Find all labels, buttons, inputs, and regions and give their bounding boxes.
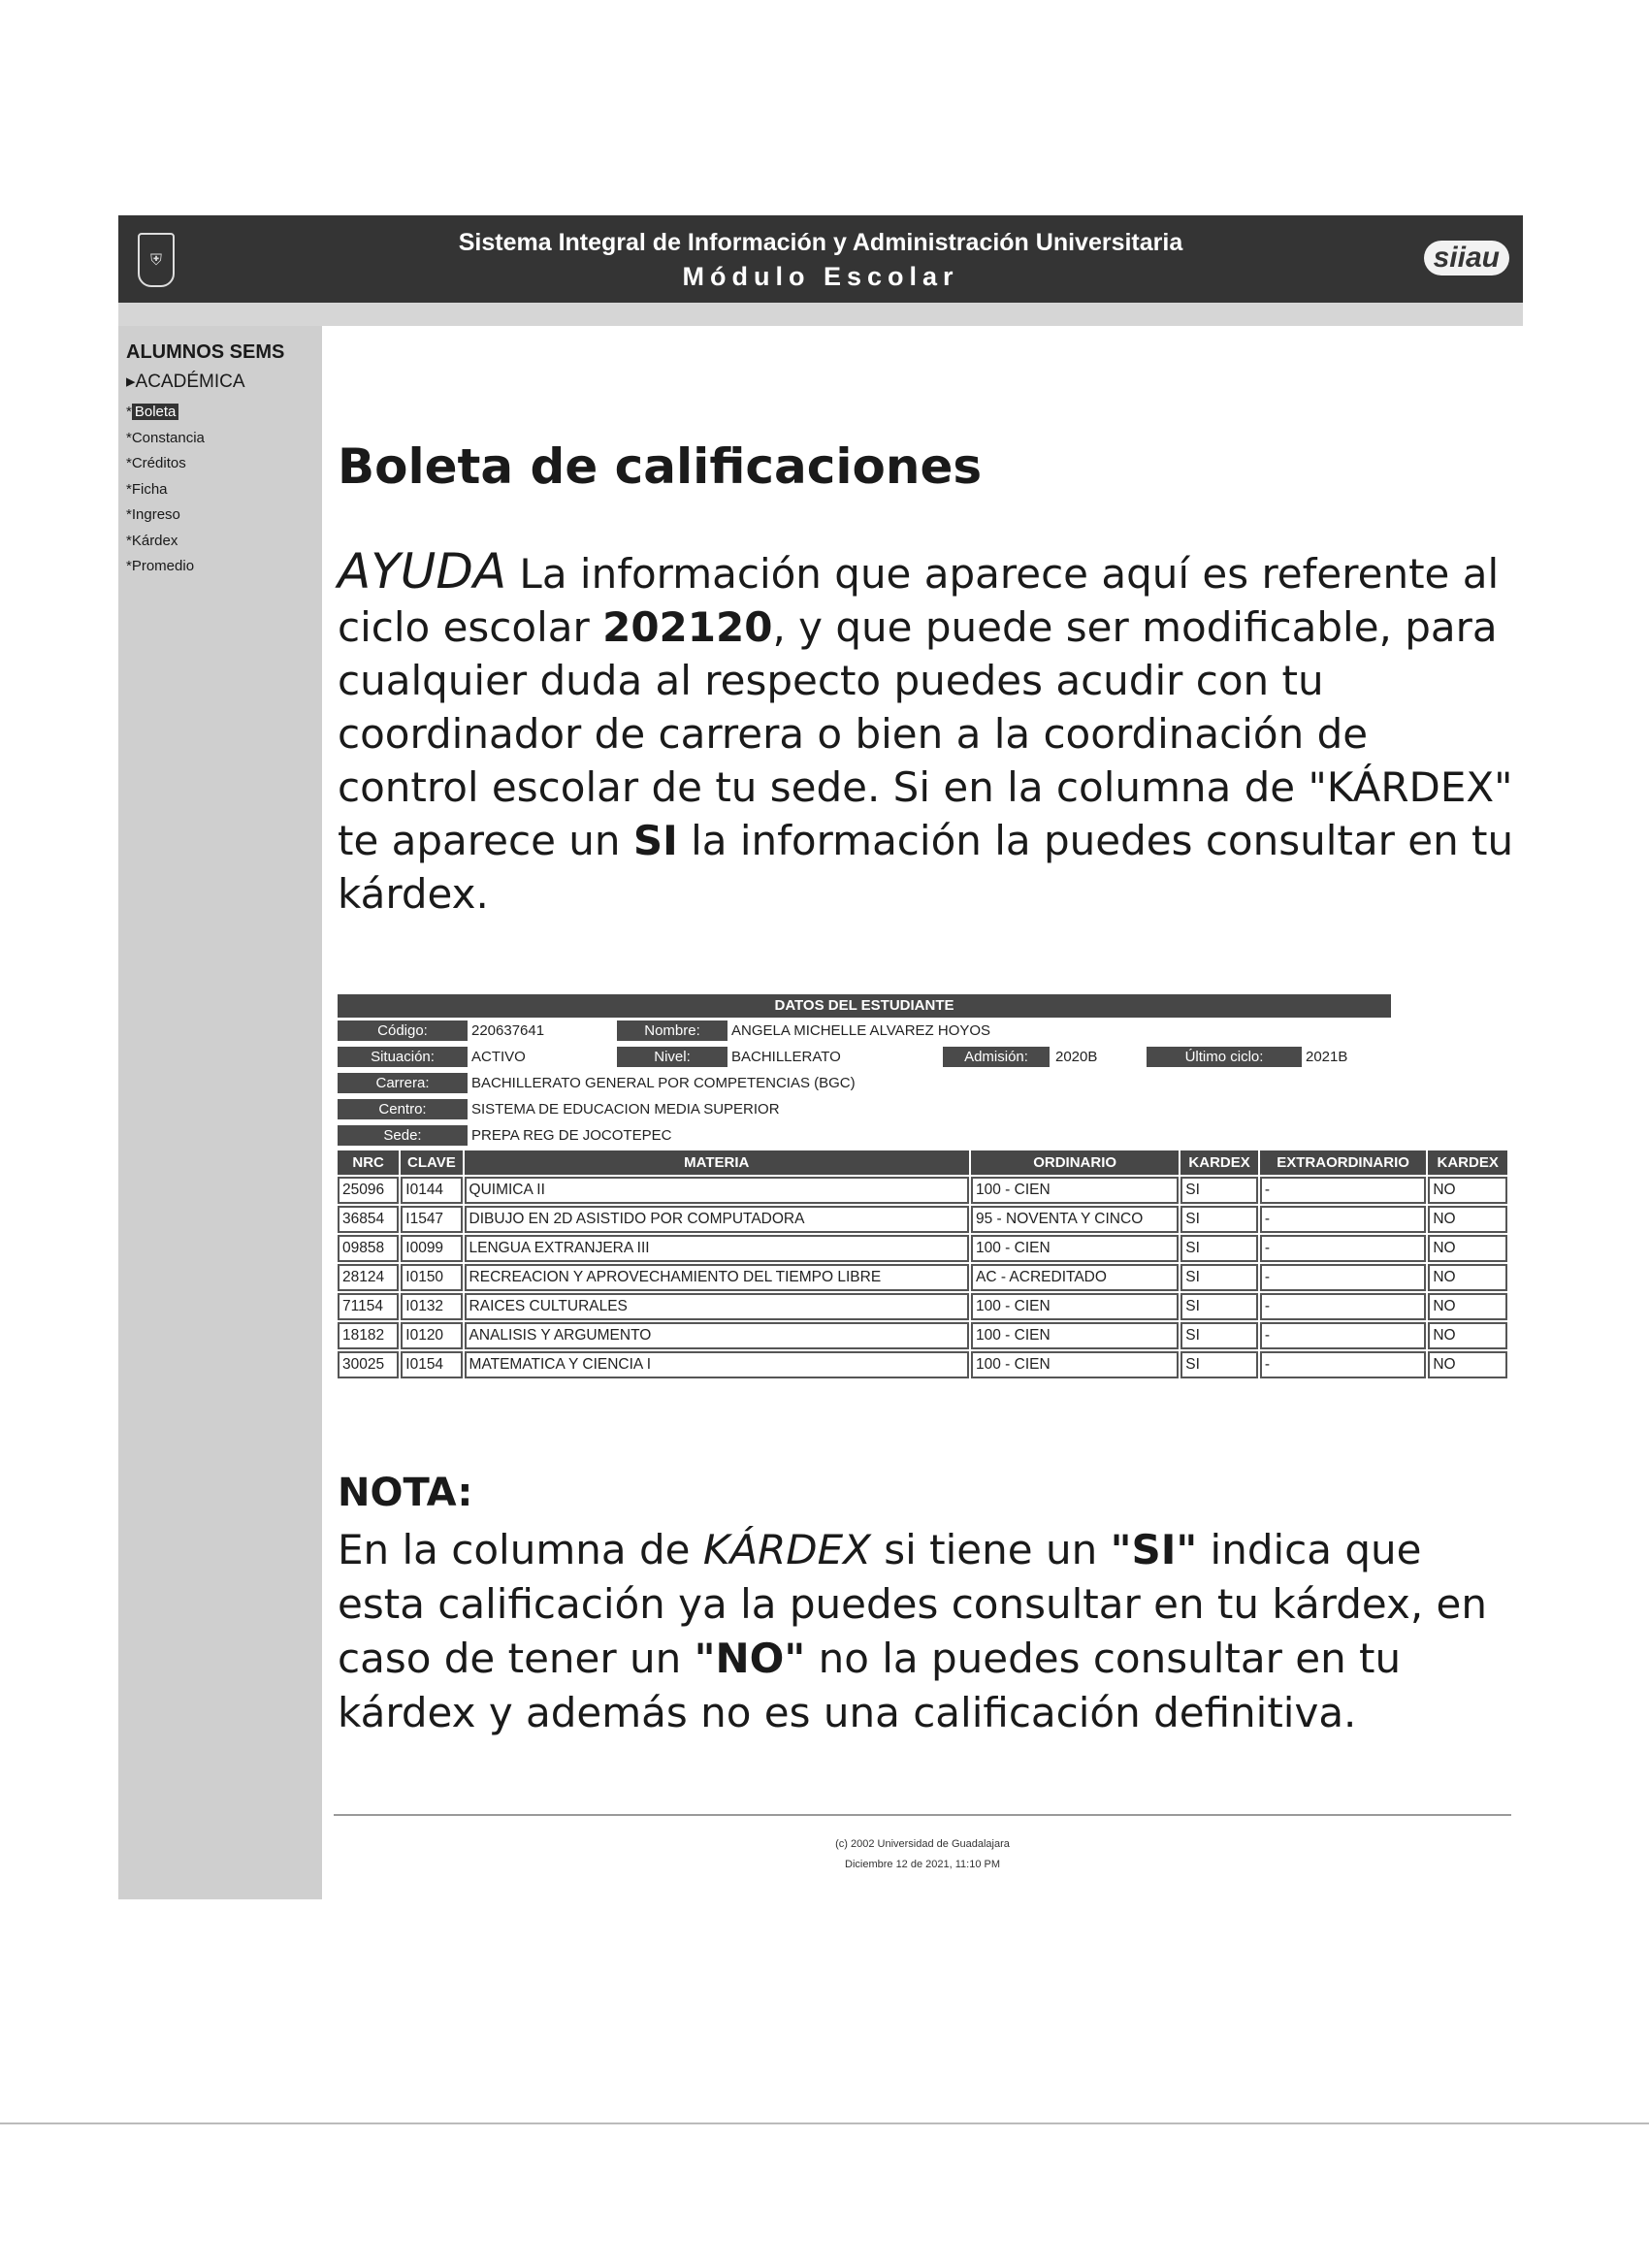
footer-divider xyxy=(334,1814,1511,1816)
sidebar-item-label: Constancia xyxy=(131,429,205,446)
cell-clave: I0144 xyxy=(401,1177,462,1204)
cell-clave: I0099 xyxy=(401,1235,462,1262)
nombre-label: Nombre: xyxy=(617,1021,728,1041)
info-row-centro xyxy=(338,1096,1509,1122)
header-strip xyxy=(118,303,1523,326)
cell-kardex-ordinario: SI xyxy=(1180,1264,1258,1291)
situacion-value: ACTIVO xyxy=(471,1049,526,1065)
sidebar-item-label: Boleta xyxy=(132,404,179,420)
cell-nrc: 36854 xyxy=(338,1206,399,1233)
cell-clave: I0154 xyxy=(401,1351,462,1378)
cell-kardex-extraordinario: NO xyxy=(1428,1322,1507,1349)
cell-clave: I1547 xyxy=(401,1206,462,1233)
sidebar xyxy=(118,326,322,1899)
cell-extraordinario: - xyxy=(1260,1177,1426,1204)
cell-materia: RAICES CULTURALES xyxy=(465,1293,969,1320)
sidebar-item-label: Ficha xyxy=(131,480,168,498)
sidebar-section-title: ALUMNOS SEMS xyxy=(126,341,285,363)
cell-nrc: 18182 xyxy=(338,1322,399,1349)
sidebar-item-label: Kárdex xyxy=(131,532,178,549)
centro-value: SISTEMA DE EDUCACION MEDIA SUPERIOR xyxy=(471,1101,780,1118)
cell-materia: RECREACION Y APROVECHAMIENTO DEL TIEMPO LIBRE xyxy=(465,1264,969,1291)
codigo-value: 220637641 xyxy=(471,1022,545,1039)
cell-extraordinario: - xyxy=(1260,1322,1426,1349)
cell-kardex-ordinario: SI xyxy=(1180,1322,1258,1349)
sidebar-item-label: Promedio xyxy=(131,558,195,574)
scan-edge xyxy=(0,2122,1649,2124)
nota-text: En la columna de KÁRDEX si tiene un "SI" indica que esta calificación ya la puedes consultar en tu kárdex, en caso de tener un "NO" no la puedes consultar en tu kárdex y además no es una calificación definitiva. xyxy=(338,1526,1487,1736)
cell-nrc: 25096 xyxy=(338,1177,399,1204)
cell-extraordinario: - xyxy=(1260,1264,1426,1291)
cell-nrc: 71154 xyxy=(338,1293,399,1320)
ultimo-ciclo-value: 2021B xyxy=(1306,1049,1348,1065)
table-row xyxy=(338,1322,1507,1349)
cell-kardex-extraordinario: NO xyxy=(1428,1351,1507,1378)
cell-clave: I0120 xyxy=(401,1322,462,1349)
sidebar-item-boleta[interactable]: * Boleta xyxy=(126,400,205,426)
info-row-sede xyxy=(338,1122,1509,1149)
codigo-label: Código: xyxy=(338,1021,468,1041)
module-title: Módulo Escolar xyxy=(682,262,959,291)
table-row xyxy=(338,1206,1507,1233)
university-crest-icon: ⛨ xyxy=(138,233,175,287)
cell-ordinario: 100 - CIEN xyxy=(971,1351,1179,1378)
col-materia: MATERIA xyxy=(465,1150,969,1175)
table-row xyxy=(338,1264,1507,1291)
cell-kardex-extraordinario: NO xyxy=(1428,1206,1507,1233)
cell-kardex-extraordinario: NO xyxy=(1428,1264,1507,1291)
col-extraordinario: EXTRAORDINARIO xyxy=(1260,1150,1426,1175)
cell-materia: LENGUA EXTRANJERA III xyxy=(465,1235,969,1262)
info-row-carrera xyxy=(338,1070,1509,1096)
footer-date: Diciembre 12 de 2021, 11:10 PM xyxy=(845,1859,1000,1870)
sidebar-item-label: Créditos xyxy=(131,455,186,471)
sidebar-item-kardex[interactable]: *Kárdex xyxy=(126,532,178,549)
cell-materia: ANALISIS Y ARGUMENTO xyxy=(465,1322,969,1349)
help-keyword: AYUDA xyxy=(338,543,507,599)
cell-nrc: 30025 xyxy=(338,1351,399,1378)
sede-value: PREPA REG DE JOCOTEPEC xyxy=(471,1127,672,1144)
cell-materia: DIBUJO EN 2D ASISTIDO POR COMPUTADORA xyxy=(465,1206,969,1233)
col-kardex-ordinario: KARDEX xyxy=(1180,1150,1258,1175)
table-row xyxy=(338,1177,1507,1204)
col-clave: CLAVE xyxy=(401,1150,462,1175)
cell-materia: QUIMICA II xyxy=(465,1177,969,1204)
sede-label: Sede: xyxy=(338,1125,468,1146)
ultimo-ciclo-label: Último ciclo: xyxy=(1147,1047,1302,1067)
cell-extraordinario: - xyxy=(1260,1351,1426,1378)
carrera-label: Carrera: xyxy=(338,1073,468,1093)
student-data-header: DATOS DEL ESTUDIANTE xyxy=(338,994,1391,1018)
sidebar-item-label: Ingreso xyxy=(131,506,180,523)
admision-value: 2020B xyxy=(1055,1049,1098,1065)
centro-label: Centro: xyxy=(338,1099,468,1119)
cell-ordinario: 100 - CIEN xyxy=(971,1293,1179,1320)
cell-clave: I0132 xyxy=(401,1293,462,1320)
col-ordinario: ORDINARIO xyxy=(971,1150,1179,1175)
sidebar-item-ingreso[interactable]: *Ingreso xyxy=(126,506,180,523)
nivel-value: BACHILLERATO xyxy=(731,1049,841,1065)
sidebar-item-academica[interactable]: ▸ACADÉMICA xyxy=(126,372,245,392)
info-row-situacion xyxy=(338,1044,1509,1070)
sidebar-item-promedio[interactable]: *Promedio xyxy=(126,558,195,574)
cell-kardex-ordinario: SI xyxy=(1180,1206,1258,1233)
sidebar-item-constancia[interactable]: *Constancia xyxy=(126,429,205,446)
cell-ordinario: AC - ACREDITADO xyxy=(971,1264,1179,1291)
admision-label: Admisión: xyxy=(943,1047,1050,1067)
table-row xyxy=(338,1351,1507,1378)
nombre-value: ANGELA MICHELLE ALVAREZ HOYOS xyxy=(731,1022,991,1039)
cell-kardex-ordinario: SI xyxy=(1180,1293,1258,1320)
cell-nrc: 28124 xyxy=(338,1264,399,1291)
cell-kardex-ordinario: SI xyxy=(1180,1351,1258,1378)
sidebar-nav xyxy=(126,400,205,580)
cell-ordinario: 100 - CIEN xyxy=(971,1322,1179,1349)
cycle-value: 202120 xyxy=(602,603,773,651)
grades-header-row xyxy=(338,1150,1507,1175)
cell-materia: MATEMATICA Y CIENCIA I xyxy=(465,1351,969,1378)
sidebar-item-ficha[interactable]: *Ficha xyxy=(126,480,168,498)
nota-title: NOTA: xyxy=(338,1471,473,1515)
nivel-label: Nivel: xyxy=(617,1047,728,1067)
cell-ordinario: 95 - NOVENTA Y CINCO xyxy=(971,1206,1179,1233)
app-header xyxy=(118,215,1523,303)
footer-copyright: (c) 2002 Universidad de Guadalajara xyxy=(835,1838,1010,1850)
table-row xyxy=(338,1235,1507,1262)
sidebar-item-creditos[interactable]: *Créditos xyxy=(126,455,186,471)
grades-table xyxy=(336,1149,1509,1380)
info-row-codigo xyxy=(338,1018,1509,1044)
cell-extraordinario: - xyxy=(1260,1206,1426,1233)
cell-extraordinario: - xyxy=(1260,1235,1426,1262)
page-title: Boleta de calificaciones xyxy=(338,438,983,495)
student-data-panel xyxy=(338,994,1509,1380)
cell-clave: I0150 xyxy=(401,1264,462,1291)
cell-ordinario: 100 - CIEN xyxy=(971,1177,1179,1204)
cell-ordinario: 100 - CIEN xyxy=(971,1235,1179,1262)
cell-kardex-extraordinario: NO xyxy=(1428,1177,1507,1204)
situacion-label: Situación: xyxy=(338,1047,468,1067)
table-row xyxy=(338,1293,1507,1320)
cell-kardex-extraordinario: NO xyxy=(1428,1293,1507,1320)
cell-kardex-extraordinario: NO xyxy=(1428,1235,1507,1262)
cell-extraordinario: - xyxy=(1260,1293,1426,1320)
cell-kardex-ordinario: SI xyxy=(1180,1235,1258,1262)
siiau-logo: siiau xyxy=(1424,241,1509,275)
cell-kardex-ordinario: SI xyxy=(1180,1177,1258,1204)
col-nrc: NRC xyxy=(338,1150,399,1175)
col-kardex-extraordinario: KARDEX xyxy=(1428,1150,1507,1175)
carrera-value: BACHILLERATO GENERAL POR COMPETENCIAS (BGC) xyxy=(471,1075,856,1091)
system-title: Sistema Integral de Información y Administración Universitaria xyxy=(458,229,1183,256)
cell-nrc: 09858 xyxy=(338,1235,399,1262)
help-text: AYUDA La información que aparece aquí es referente al ciclo escolar 202120, y que puede ser modificable, para cualquier duda al respecto puedes acudir con tu coordinador de carrera o bien a la coordinación de control escolar de tu sede. Si en la columna de "KÁRDEX" te aparece un SI la información la puedes consultar en tu kárdex. xyxy=(338,543,1514,918)
